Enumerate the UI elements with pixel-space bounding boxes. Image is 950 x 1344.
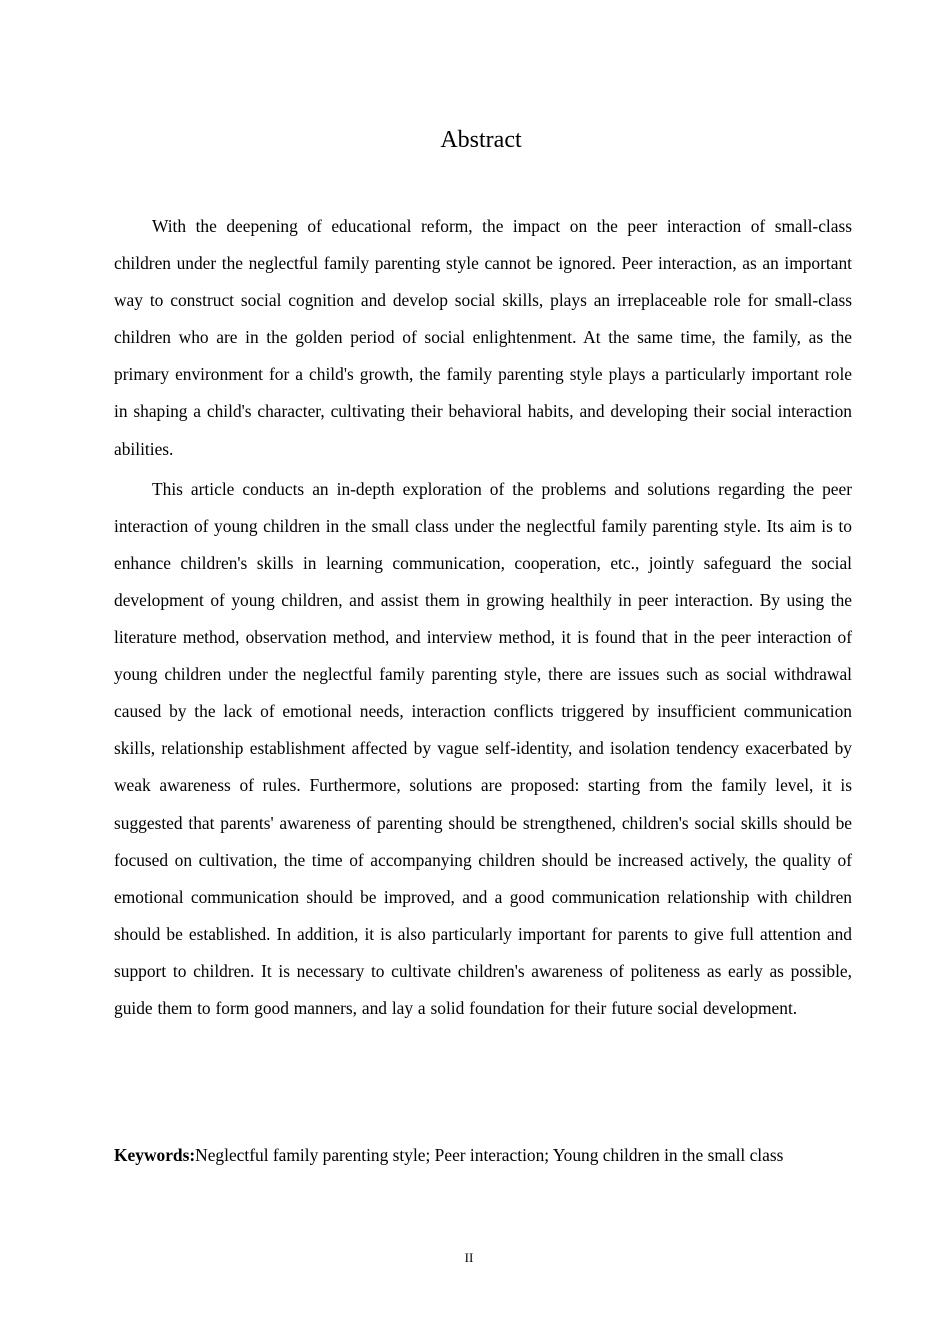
abstract-paragraph-1: With the deepening of educational reform, the impact on the peer interaction of small-class children under the neglectful family parenting style cannot be ignored. Peer interaction, as an important way to construct social cognition and develop social skills, plays an irreplaceable role for small-class children who are in the golden period of social enlightenment. At the same time, the family, as the primary environment for a child's growth, the family parenting style plays a particularly important role in shaping a child's character, cultivating their behavioral habits, and developing their social interaction abilities. bbox=[114, 216, 852, 459]
abstract-paragraph-2: This article conducts an in-depth exploration of the problems and solutions regarding the peer interaction of young children in the small class under the neglectful family parenting style. Its aim is to enhance children's skills in learning communication, cooperation, etc., jointly safeguard the social development of young children, and assist them in growing healthily in peer interaction. By using the literature method, observation method, and interview method, it is found that in the peer interaction of young children under the neglectful family parenting style, there are issues such as social withdrawal caused by the lack of emotional needs, interaction conflicts triggered by insufficient communication skills, relationship establishment affected by vague self-identity, and isolation tendency exacerbated by weak awareness of rules. Furthermore, solutions are proposed: starting from the family level, it is suggested that parents' awareness of parenting should be strengthened, children's social skills should be focused on cultivation, the time of accompanying children should be increased actively, the quality of emotional communication should be improved, and a good communication relationship with children should be established. In addition, it is also particularly important for parents to give full attention and support to children. It is necessary to cultivate children's awareness of politeness as early as possible, guide them to form good manners, and lay a solid foundation for their future social development. bbox=[114, 478, 852, 1018]
page-number: II bbox=[464, 1250, 474, 1265]
page-title: Abstract bbox=[440, 127, 522, 153]
keywords-text: Neglectful family parenting style; Peer interaction; Young children in the small class bbox=[195, 1145, 784, 1165]
keywords-label: Keywords: bbox=[114, 1145, 196, 1165]
abstract-body bbox=[114, 208, 852, 1030]
keywords-line bbox=[114, 1139, 874, 1171]
